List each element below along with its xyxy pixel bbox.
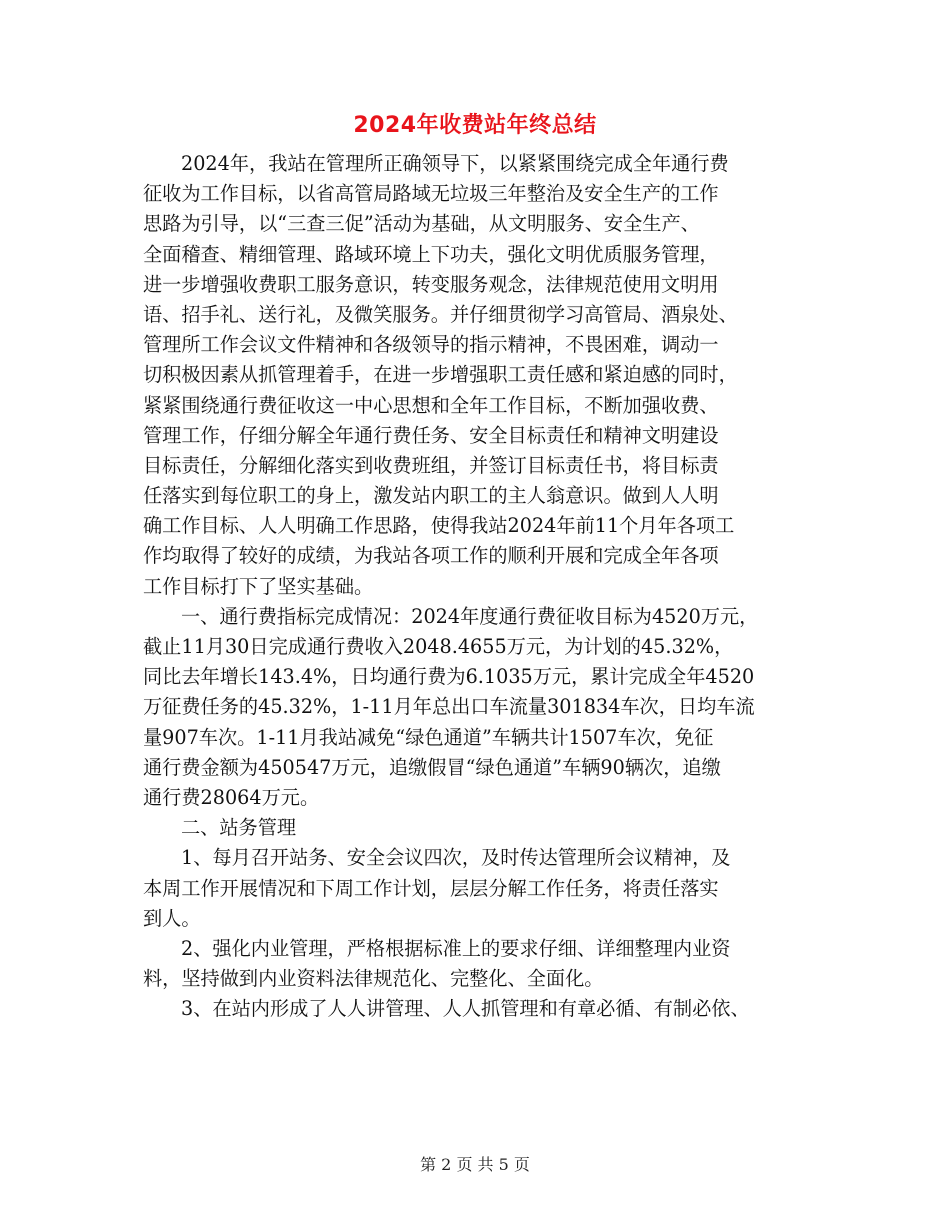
text-line: 到人。 xyxy=(143,906,201,930)
text-line: 二、站务管理 xyxy=(181,816,297,840)
section-heading-station-management xyxy=(143,813,813,843)
text-line: 全面稽查、精细管理、路域环境上下功夫，强化文明优质服务管理， xyxy=(143,242,719,266)
document-title: 2024年收费站年终总结 xyxy=(353,113,597,138)
text-line: 料，坚持做到内业资料法律规范化、完整化、全面化。 xyxy=(143,967,604,991)
text-line: 通行费28064万元。 xyxy=(143,785,320,809)
text-line: 工作目标打下了坚实基础。 xyxy=(143,574,374,598)
text-line: 截止11月30日完成通行费收入2048.4655万元，为计划的45.32%， xyxy=(143,635,734,658)
text-line: 紧紧围绕通行费征收这一中心思想和全年工作目标，不断加强收费、 xyxy=(143,393,719,417)
text-line: 任落实到每位职工的身上，激发站内职工的主人翁意识。做到人人明 xyxy=(143,484,719,508)
text-line: 3、在站内形成了人人讲管理、人人抓管理和有章必循、有制必依、 xyxy=(181,997,750,1021)
text-line: 通行费金额为450547万元，追缴假冒“绿色通道”车辆90辆次，追缴 xyxy=(143,755,721,779)
text-line: 语、招手礼、送行礼，及微笑服务。并仔细贯彻学习高管局、酒泉处、 xyxy=(143,302,738,326)
page-number-footer: 第 2 页 共 5 页 xyxy=(420,1155,530,1174)
document-body xyxy=(143,149,813,1024)
text-line: 2024年，我站在管理所正确领导下，以紧紧围绕完成全年通行费 xyxy=(181,152,729,175)
text-line: 万征费任务的45.32%，1-11月年总出口车流量301834车次，日均车流 xyxy=(143,695,755,719)
text-line: 征收为工作目标，以省高管局路域无垃圾三年整治及安全生产的工作 xyxy=(143,182,719,206)
text-line: 思路为引导，以“三查三促”活动为基础，从文明服务、安全生产、 xyxy=(143,212,700,236)
text-line: 管理工作，仔细分解全年通行费任务、安全目标责任和精神文明建设 xyxy=(143,423,719,447)
text-line: 本周工作开展情况和下周工作计划，层层分解工作任务，将责任落实 xyxy=(143,876,719,900)
text-line: 确工作目标、人人明确工作思路，使得我站2024年前11个月年各项工 xyxy=(143,514,735,538)
text-line: 同比去年增长143.4%，日均通行费为6.1035万元，累计完成全年4520 xyxy=(143,665,755,689)
text-line: 进一步增强收费职工服务意识，转变服务观念，法律规范使用文明用 xyxy=(143,272,719,296)
paragraph-item-3 xyxy=(143,994,813,1024)
text-line: 切积极因素从抓管理着手，在进一步增强职工责任感和紧迫感的同时， xyxy=(143,363,738,387)
text-line: 管理所工作会议文件精神和各级领导的指示精神，不畏困难，调动一 xyxy=(143,333,719,357)
paragraph-item-1 xyxy=(143,843,813,934)
text-line: 1、每月召开站务、安全会议四次，及时传达管理所会议精神，及 xyxy=(181,846,731,870)
paragraph-toll-indicators xyxy=(143,602,813,813)
text-line: 目标责任，分解细化落实到收费班组，并签订目标责任书，将目标责 xyxy=(143,453,719,477)
text-line: 作均取得了较好的成绩，为我站各项工作的顺利开展和完成全年各项 xyxy=(143,544,719,568)
paragraph-item-2 xyxy=(143,934,813,994)
text-line: 一、通行费指标完成情况：2024年度通行费征收目标为4520万元， xyxy=(181,604,759,628)
text-line: 量907车次。1-11月我站减免“绿色通道”车辆共计1507车次，免征 xyxy=(143,725,714,749)
text-line: 2、强化内业管理，严格根据标准上的要求仔细、详细整理内业资 xyxy=(181,936,731,960)
paragraph-intro xyxy=(143,149,813,602)
